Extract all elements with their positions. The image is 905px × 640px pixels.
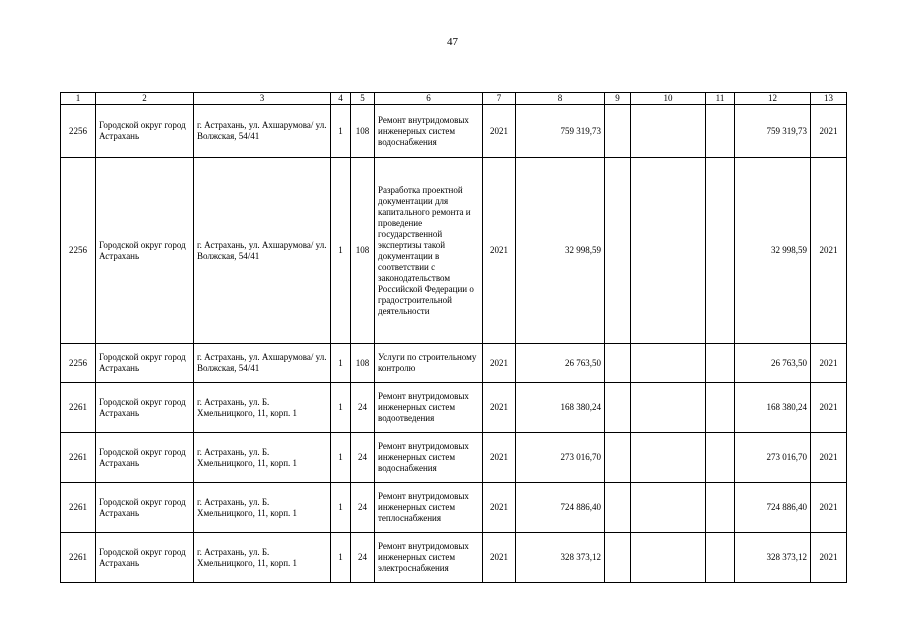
amount-cell: 328 373,12	[516, 533, 605, 583]
col10-cell	[631, 383, 706, 433]
amount-cell: 32 998,59	[516, 158, 605, 344]
header-cell: 11	[706, 93, 735, 105]
col10-cell	[631, 533, 706, 583]
work-type-cell: Разработка проектной документации для капитального ремонта и проведение государственной экспертизы такой документации в соответствии с законодательством Российской Федерации о градостроительной деятельности	[375, 158, 483, 344]
year-end-cell: 2021	[811, 105, 847, 158]
year-cell: 2021	[483, 483, 516, 533]
col9-cell	[605, 344, 631, 383]
municipality-cell: Городской округ город Астрахань	[96, 105, 194, 158]
address-cell: г. Астрахань, ул. Б. Хмельницкого, 11, корп. 1	[194, 533, 331, 583]
amount-cell: 759 319,73	[516, 105, 605, 158]
municipality-cell: Городской округ город Астрахань	[96, 433, 194, 483]
col10-cell	[631, 158, 706, 344]
total-cell: 328 373,12	[735, 533, 811, 583]
year-end-cell: 2021	[811, 533, 847, 583]
amount-cell: 26 763,50	[516, 344, 605, 383]
year-cell: 2021	[483, 433, 516, 483]
col4-cell: 1	[331, 383, 351, 433]
municipality-cell: Городской округ город Астрахань	[96, 344, 194, 383]
col11-cell	[706, 105, 735, 158]
municipality-cell: Городской округ город Астрахань	[96, 383, 194, 433]
col11-cell	[706, 158, 735, 344]
amount-cell: 724 886,40	[516, 483, 605, 533]
header-cell: 8	[516, 93, 605, 105]
year-end-cell: 2021	[811, 383, 847, 433]
row-id: 2256	[61, 344, 96, 383]
col4-cell: 1	[331, 105, 351, 158]
col5-cell: 108	[351, 344, 375, 383]
total-cell: 724 886,40	[735, 483, 811, 533]
address-cell: г. Астрахань, ул. Б. Хмельницкого, 11, корп. 1	[194, 433, 331, 483]
total-cell: 273 016,70	[735, 433, 811, 483]
work-type-cell: Ремонт внутридомовых инженерных систем водоснабжения	[375, 433, 483, 483]
col5-cell: 24	[351, 533, 375, 583]
col5-cell: 24	[351, 383, 375, 433]
header-cell: 6	[375, 93, 483, 105]
table-row	[61, 105, 847, 158]
table-row	[61, 533, 847, 583]
table-row	[61, 383, 847, 433]
row-id: 2261	[61, 383, 96, 433]
col11-cell	[706, 483, 735, 533]
year-cell: 2021	[483, 105, 516, 158]
table-row	[61, 158, 847, 344]
table-row	[61, 433, 847, 483]
col11-cell	[706, 383, 735, 433]
col5-cell: 108	[351, 158, 375, 344]
header-cell: 9	[605, 93, 631, 105]
total-cell: 26 763,50	[735, 344, 811, 383]
header-cell: 10	[631, 93, 706, 105]
address-cell: г. Астрахань, ул. Ахшарумова/ ул. Волжская, 54/41	[194, 344, 331, 383]
header-cell: 7	[483, 93, 516, 105]
year-cell: 2021	[483, 158, 516, 344]
col4-cell: 1	[331, 344, 351, 383]
header-cell: 2	[96, 93, 194, 105]
col9-cell	[605, 158, 631, 344]
col9-cell	[605, 105, 631, 158]
total-cell: 32 998,59	[735, 158, 811, 344]
year-end-cell: 2021	[811, 433, 847, 483]
address-cell: г. Астрахань, ул. Ахшарумова/ ул. Волжская, 54/41	[194, 105, 331, 158]
header-cell: 12	[735, 93, 811, 105]
address-cell: г. Астрахань, ул. Б. Хмельницкого, 11, корп. 1	[194, 383, 331, 433]
col9-cell	[605, 483, 631, 533]
col4-cell: 1	[331, 433, 351, 483]
year-cell: 2021	[483, 344, 516, 383]
work-type-cell: Ремонт внутридомовых инженерных систем электроснабжения	[375, 533, 483, 583]
amount-cell: 273 016,70	[516, 433, 605, 483]
col10-cell	[631, 105, 706, 158]
address-cell: г. Астрахань, ул. Ахшарумова/ ул. Волжская, 54/41	[194, 158, 331, 344]
work-type-cell: Ремонт внутридомовых инженерных систем теплоснабжения	[375, 483, 483, 533]
municipality-cell: Городской округ город Астрахань	[96, 533, 194, 583]
year-end-cell: 2021	[811, 483, 847, 533]
header-row	[61, 93, 847, 105]
total-cell: 168 380,24	[735, 383, 811, 433]
address-cell: г. Астрахань, ул. Б. Хмельницкого, 11, корп. 1	[194, 483, 331, 533]
table-row	[61, 483, 847, 533]
header-cell: 13	[811, 93, 847, 105]
col4-cell: 1	[331, 533, 351, 583]
row-id: 2256	[61, 158, 96, 344]
col9-cell	[605, 433, 631, 483]
row-id: 2261	[61, 533, 96, 583]
year-cell: 2021	[483, 533, 516, 583]
row-id: 2261	[61, 433, 96, 483]
year-end-cell: 2021	[811, 158, 847, 344]
col11-cell	[706, 344, 735, 383]
row-id: 2256	[61, 105, 96, 158]
header-cell: 1	[61, 93, 96, 105]
header-cell: 5	[351, 93, 375, 105]
table-row	[61, 344, 847, 383]
page-number: 47	[447, 36, 458, 48]
col5-cell: 24	[351, 483, 375, 533]
col4-cell: 1	[331, 158, 351, 344]
col9-cell	[605, 383, 631, 433]
row-id: 2261	[61, 483, 96, 533]
year-cell: 2021	[483, 383, 516, 433]
col5-cell: 24	[351, 433, 375, 483]
col10-cell	[631, 344, 706, 383]
registry-table	[60, 92, 847, 583]
work-type-cell: Ремонт внутридомовых инженерных систем водоотведения	[375, 383, 483, 433]
col10-cell	[631, 433, 706, 483]
work-type-cell: Услуги по строительному контролю	[375, 344, 483, 383]
header-cell: 4	[331, 93, 351, 105]
work-type-cell: Ремонт внутридомовых инженерных систем водоснабжения	[375, 105, 483, 158]
amount-cell: 168 380,24	[516, 383, 605, 433]
col10-cell	[631, 483, 706, 533]
col5-cell: 108	[351, 105, 375, 158]
header-cell: 3	[194, 93, 331, 105]
col11-cell	[706, 433, 735, 483]
col9-cell	[605, 533, 631, 583]
municipality-cell: Городской округ город Астрахань	[96, 158, 194, 344]
col11-cell	[706, 533, 735, 583]
year-end-cell: 2021	[811, 344, 847, 383]
total-cell: 759 319,73	[735, 105, 811, 158]
col4-cell: 1	[331, 483, 351, 533]
municipality-cell: Городской округ город Астрахань	[96, 483, 194, 533]
